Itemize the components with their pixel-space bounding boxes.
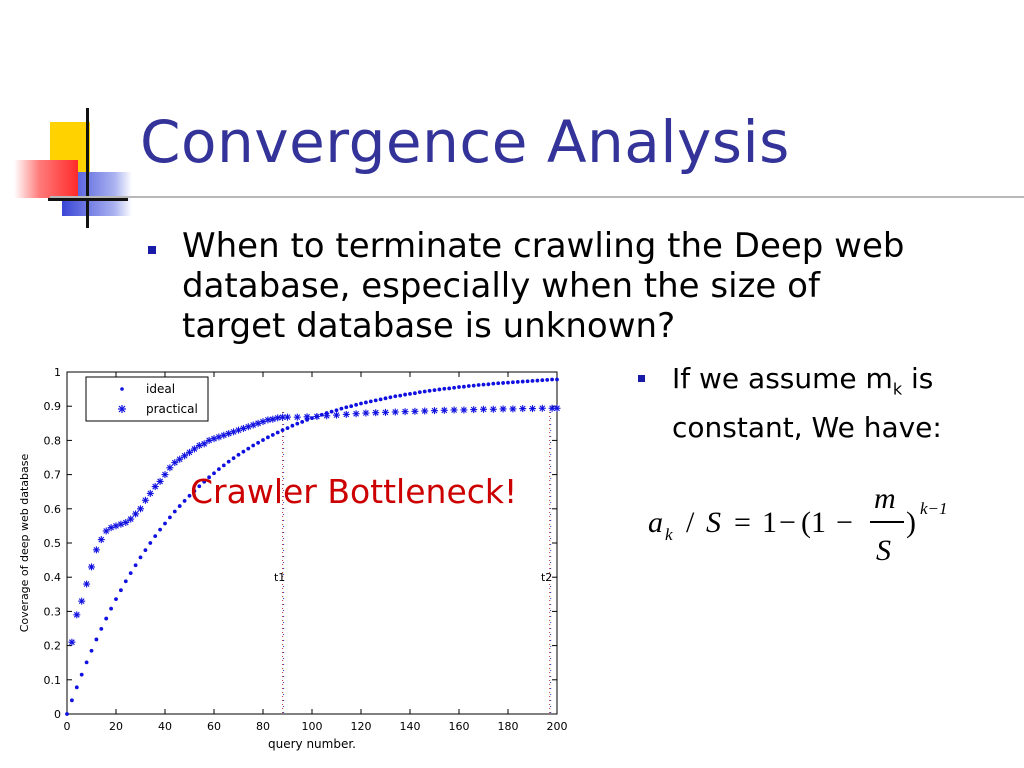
y-tick-label: 0.6 [43, 502, 61, 516]
ideal-point [286, 426, 290, 430]
practical-point [122, 519, 129, 526]
ideal-point [109, 607, 113, 611]
ideal-point [496, 381, 500, 385]
slide-title: Convergence Analysis [140, 108, 790, 176]
practical-point [490, 406, 497, 413]
ideal-point [526, 379, 530, 383]
practical-point [554, 405, 561, 412]
practical-point [147, 490, 154, 497]
practical-point [343, 411, 350, 418]
chart-frame [67, 372, 557, 714]
practical-point [98, 536, 105, 543]
ideal-point [310, 416, 314, 420]
ideal-point [246, 447, 250, 451]
ideal-point [281, 428, 285, 432]
practical-point [382, 409, 389, 416]
ideal-point [168, 515, 172, 519]
practical-point [441, 407, 448, 414]
ideal-point [354, 403, 358, 407]
legend-ideal-label: ideal [146, 382, 176, 396]
bullet-1-line-2: database, especially when the size of [182, 266, 820, 306]
formula-slash: / [686, 506, 695, 539]
x-tick-label: 100 [301, 720, 323, 733]
bullet-2-line-2: constant, We have: [672, 410, 942, 444]
ideal-point [418, 390, 422, 394]
ideal-point [423, 390, 427, 394]
ideal-point [531, 379, 535, 383]
formula-exponent: k−1 [920, 499, 948, 518]
crawler-bottleneck-annotation: Crawler Bottleneck! [190, 472, 518, 511]
practical-point [353, 410, 360, 417]
ideal-point [516, 380, 520, 384]
practical-point [191, 445, 198, 452]
ideal-point [374, 398, 378, 402]
ideal-point [124, 579, 128, 583]
ideal-point [158, 528, 162, 532]
practical-point [500, 405, 507, 412]
ideal-point [379, 397, 383, 401]
ideal-point [462, 385, 466, 389]
x-tick-label: 0 [63, 720, 71, 733]
ideal-point [227, 460, 231, 464]
practical-point [73, 611, 80, 618]
practical-point [470, 406, 477, 413]
ideal-point [340, 407, 344, 411]
ideal-point [452, 386, 456, 390]
practical-point [83, 581, 90, 588]
ideal-point [173, 510, 177, 514]
deco-horizontal-line [48, 198, 128, 201]
bullet-1-line-1: When to terminate crawling the Deep web [182, 226, 905, 266]
formula-a: a [648, 506, 663, 539]
ideal-point [501, 381, 505, 385]
practical-point [127, 516, 134, 523]
x-tick-label: 80 [256, 720, 270, 733]
ideal-point [95, 638, 99, 642]
ideal-point [540, 378, 544, 382]
ideal-point [491, 382, 495, 386]
ideal-point [163, 522, 167, 526]
ideal-point [222, 463, 226, 467]
y-tick-label: 1 [54, 366, 61, 379]
formula-k-sub: k [665, 525, 673, 544]
ideal-point [80, 673, 84, 677]
x-tick-label: 120 [350, 720, 372, 733]
ideal-point [457, 385, 461, 389]
practical-point [402, 408, 409, 415]
formula-lparen: (1 [801, 506, 826, 539]
practical-point [284, 414, 291, 421]
practical-point [313, 413, 320, 420]
ideal-point [384, 396, 388, 400]
coverage-chart [0, 360, 580, 760]
ideal-point [144, 548, 148, 552]
practical-point [201, 440, 208, 447]
ideal-point [320, 413, 324, 417]
ideal-point [300, 420, 304, 424]
coverage-formula [646, 476, 976, 576]
y-tick-label: 0.7 [43, 468, 61, 482]
ideal-point [398, 394, 402, 398]
x-tick-label: 180 [497, 720, 519, 733]
legend-ideal-marker [120, 387, 124, 391]
practical-point [88, 563, 95, 570]
practical-point [509, 405, 516, 412]
title-underline [50, 196, 1024, 198]
ideal-point [90, 649, 94, 653]
marker-label-t1: t1 [273, 571, 286, 585]
practical-point [421, 407, 428, 414]
practical-point [480, 406, 487, 413]
ideal-point [389, 395, 393, 399]
bullet-2-post: is [902, 362, 934, 395]
ideal-point [521, 380, 525, 384]
ideal-point [477, 383, 481, 387]
x-tick-label: 40 [158, 720, 172, 733]
bullet-2-line-1 [672, 360, 1002, 409]
ideal-point [506, 381, 510, 385]
practical-point [333, 412, 340, 419]
ideal-point [148, 541, 152, 545]
practical-point [162, 471, 169, 478]
bullet-2-text [672, 360, 1002, 447]
ideal-point [85, 660, 89, 664]
ideal-point [413, 391, 417, 395]
ideal-point [65, 712, 69, 716]
x-tick-label: 160 [448, 720, 470, 733]
ideal-point [344, 405, 348, 409]
ideal-point [393, 394, 397, 398]
ideal-point [482, 383, 486, 387]
ideal-point [555, 378, 559, 382]
ideal-point [295, 422, 299, 426]
ideal-point [99, 627, 103, 631]
ideal-point [242, 450, 246, 454]
ideal-point [114, 597, 118, 601]
practical-point [451, 406, 458, 413]
practical-point [171, 459, 178, 466]
deco-vertical-line [86, 108, 89, 228]
practical-point [176, 456, 183, 463]
x-tick-label: 200 [546, 720, 568, 733]
ideal-point [369, 400, 373, 404]
ideal-point [472, 384, 476, 388]
ideal-point [104, 617, 108, 621]
ideal-point [511, 380, 515, 384]
practical-point [78, 598, 85, 605]
ideal-point [237, 453, 241, 457]
ideal-point [276, 431, 280, 435]
ideal-point [129, 571, 133, 575]
x-tick-label: 60 [207, 720, 221, 733]
ideal-point [178, 504, 182, 508]
ideal-point [119, 588, 123, 592]
ideal-point [359, 402, 363, 406]
ideal-point [349, 404, 353, 408]
formula-rparen: ) [906, 506, 916, 539]
ideal-point [75, 685, 79, 689]
ideal-point [550, 378, 554, 382]
ideal-point [139, 555, 143, 559]
bullet-square-icon [638, 375, 645, 382]
practical-point [519, 405, 526, 412]
practical-point [132, 510, 139, 517]
ideal-point [438, 388, 442, 392]
practical-point [392, 409, 399, 416]
practical-point [181, 452, 188, 459]
ideal-point [153, 534, 157, 538]
practical-point [411, 408, 418, 415]
formula-m: m [874, 482, 896, 515]
formula-minus-2: − [836, 506, 853, 539]
bullet-square-icon [148, 246, 156, 254]
chart-legend [86, 377, 208, 421]
practical-point [323, 412, 330, 419]
ideal-point [183, 499, 187, 503]
ideal-point [134, 563, 138, 567]
y-tick-label: 0.5 [43, 537, 61, 550]
ideal-point [261, 438, 265, 442]
y-tick-label: 0.4 [43, 571, 61, 585]
ideal-point [70, 698, 74, 702]
ideal-point [545, 378, 549, 382]
formula-fraction-bar [870, 521, 904, 523]
ideal-point [364, 401, 368, 405]
y-tick-label: 0.9 [43, 400, 61, 414]
legend-practical-label: practical [146, 402, 198, 416]
ideal-point [433, 388, 437, 392]
y-tick-label: 0 [54, 708, 61, 721]
practical-point [269, 416, 276, 423]
practical-point [68, 639, 75, 646]
practical-point [157, 478, 164, 485]
formula-minus: − [779, 506, 796, 539]
practical-point [142, 497, 149, 504]
practical-point [431, 407, 438, 414]
x-axis-label: query number. [267, 737, 357, 751]
ideal-point [467, 384, 471, 388]
practical-point [294, 414, 301, 421]
ideal-point [256, 441, 260, 445]
ideal-point [330, 410, 334, 414]
practical-point [186, 449, 193, 456]
practical-point [539, 405, 546, 412]
bullet-2-pre: If we assume m [672, 362, 893, 395]
legend-practical-marker [118, 405, 126, 413]
ideal-point [251, 444, 255, 448]
ideal-point [271, 433, 275, 437]
ideal-point [536, 379, 540, 383]
ideal-point [291, 424, 295, 428]
y-axis-label: Coverage of deep web database [18, 453, 31, 633]
formula-S-denominator: S [876, 534, 891, 567]
y-tick-label: 0.2 [43, 639, 61, 653]
ideal-point [403, 393, 407, 397]
y-tick-label: 0.8 [43, 434, 61, 448]
x-tick-label: 140 [399, 720, 421, 733]
practical-point [529, 405, 536, 412]
y-tick-label: 0.1 [43, 673, 61, 687]
formula-S: S [706, 506, 721, 539]
practical-point [137, 505, 144, 512]
x-tick-label: 20 [109, 720, 123, 733]
y-tick-label: 0.3 [43, 605, 61, 619]
practical-point [103, 528, 110, 535]
ideal-point [217, 467, 221, 471]
practical-point [460, 406, 467, 413]
practical-point [362, 410, 369, 417]
formula-one: 1 [762, 506, 777, 539]
marker-label-t2: t2 [540, 571, 553, 585]
ideal-point [447, 387, 451, 391]
ideal-point [408, 392, 412, 396]
bullet-2-sub: k [892, 379, 903, 399]
deco-red-block [14, 160, 78, 198]
practical-point [372, 409, 379, 416]
ideal-point [232, 456, 236, 460]
practical-point [152, 483, 159, 490]
ideal-point [487, 382, 491, 386]
ideal-point [428, 389, 432, 393]
practical-point [166, 464, 173, 471]
practical-point [93, 546, 100, 553]
bullet-1-line-3: target database is unknown? [182, 306, 676, 346]
ideal-point [442, 387, 446, 391]
bullet-1-text [182, 226, 982, 346]
formula-eq: = [734, 506, 751, 539]
practical-point [304, 413, 311, 420]
ideal-point [266, 435, 270, 439]
